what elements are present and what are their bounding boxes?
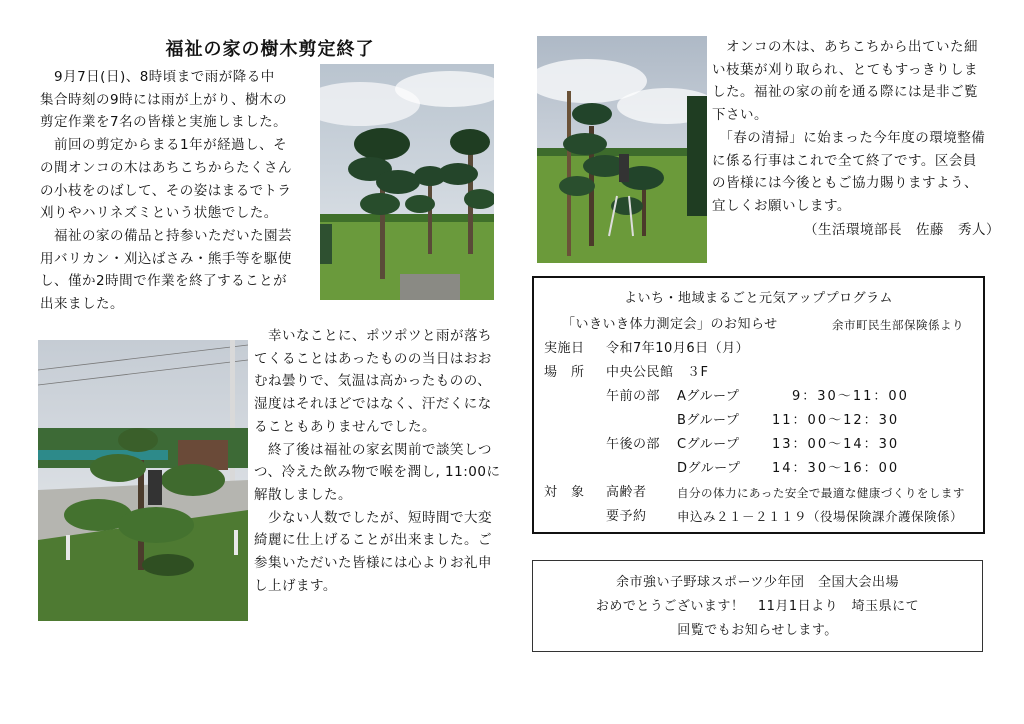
text-line: てくることはあったものの当日はおお [254,350,492,367]
text-line: に係る行事はこれで全て終了です。区会員 [712,152,977,169]
photo-ladder-tree [537,36,707,263]
text-line: し上げます。 [254,577,337,594]
text-line: 下さい。 [712,107,768,124]
notice-line: おめでとうございます！ 11月1日より 埼玉県にて [595,599,920,614]
text-line: の間オンコの木はあちこちからたくさん [40,159,292,176]
group-name: Dグループ [677,461,741,476]
target-note: 自分の体力にあった安全で最適な健康づくりをします [677,486,965,500]
group-time: 14：30～16：00 [772,461,900,476]
text-line: 終了後は福祉の家玄関前で談笑しつ [254,441,492,458]
text-line: 剪定作業を7名の皆様と実施しました。 [40,114,288,131]
text-line: の小枝をのばして、その姿はまるでトラ [40,182,292,199]
article-right-text [712,36,1002,218]
text-line: した。福祉の家の前を通る際には是非ご覧 [712,84,978,101]
group-name: Aグループ [677,389,740,404]
photo-onko-tree [38,340,248,621]
program-subheading: 「いきいき体力測定会」のお知らせ [562,317,778,332]
date-value: 令和7年10月6日（月） [606,341,750,356]
photo-pruned-trees [320,64,494,300]
reserve-value: 申込み２１－２１１９（役場保険課介護保険係） [677,509,964,524]
text-line: の皆様には今後ともご協力賜りますよう、 [712,175,978,192]
text-line: 9月7日(日)、8時頃まで雨が降る中 [40,69,275,85]
notice-line: 回覧でもお知らせします。 [677,623,838,638]
pm-label: 午後の部 [606,437,661,452]
text-line: 福祉の家の備品と持参いただいた園芸 [40,227,292,244]
text-line: 幸いなことに、ポツポツと雨が落ち [254,328,492,344]
text-line: ることもありませんでした。 [254,418,436,435]
text-line: つ、冷えた飲み物で喉を潤し, 11:00に [254,464,501,481]
text-line: 解散しました。 [254,486,352,503]
text-line: 用バリカン・刈込ばさみ・熊手等を駆使 [40,250,292,267]
date-label: 実施日 [544,341,585,356]
group-name: Bグループ [677,413,740,428]
text-line: 湿度はそれほどではなく、汗だくにな [254,396,492,413]
group-time: 13：00～14：30 [772,437,900,452]
program-notice-box [532,276,985,534]
text-line: し、僅か2時間で作業を終了することが [40,273,288,290]
baseball-notice-box [532,560,983,652]
text-line: オンコの木は、あちこちから出ていた細 [712,39,978,55]
text-line: 参集いただいた皆様には心よりお礼申 [254,555,492,572]
group-time: 11：00～12：30 [772,413,900,428]
text-line: 宜しくお願いします。 [712,197,851,214]
text-line: 「春の清掃」に始まった今年度の環境整備 [712,129,986,146]
group-name: Cグループ [677,437,740,452]
article-left-text [40,66,320,316]
text-line: 出来ました。 [40,296,124,313]
text-line: 刈りやハリネズミという状態でした。 [40,205,278,222]
article-signature: （生活環境部長 佐藤 秀人） [804,222,1000,238]
notice-line: 余市強い子野球スポーツ少年団 全国大会出場 [616,575,899,590]
group-time: 9：30～11：00 [792,389,909,404]
place-label: 場 所 [544,365,585,380]
reserve-label: 要予約 [606,509,647,524]
program-source: 余市町民生部保険係より [832,318,964,332]
place-value: 中央公民館 ３F [606,365,709,380]
program-heading: よいち・地域まるごと元気アッププログラム [624,291,893,306]
text-line: 集合時刻の9時には雨が上がり、樹木の [40,91,288,108]
article-middle-text [254,325,514,597]
target-label: 対 象 [544,485,585,500]
text-line: い枝葉が刈り取られ、とてもすっきりしま [712,61,978,78]
text-line: 少ない人数でしたが、短時間で大変 [254,509,492,526]
target-value: 高齢者 [606,485,647,500]
text-line: 前回の剪定からまる1年が経過し、そ [40,137,288,154]
article-title: 福祉の家の樹木剪定終了 [165,39,375,60]
am-label: 午前の部 [606,389,661,404]
text-line: 綺麗に仕上げることが出来ました。ご [254,532,492,549]
text-line: むね曇りで、気温は高かったものの、 [254,373,492,390]
